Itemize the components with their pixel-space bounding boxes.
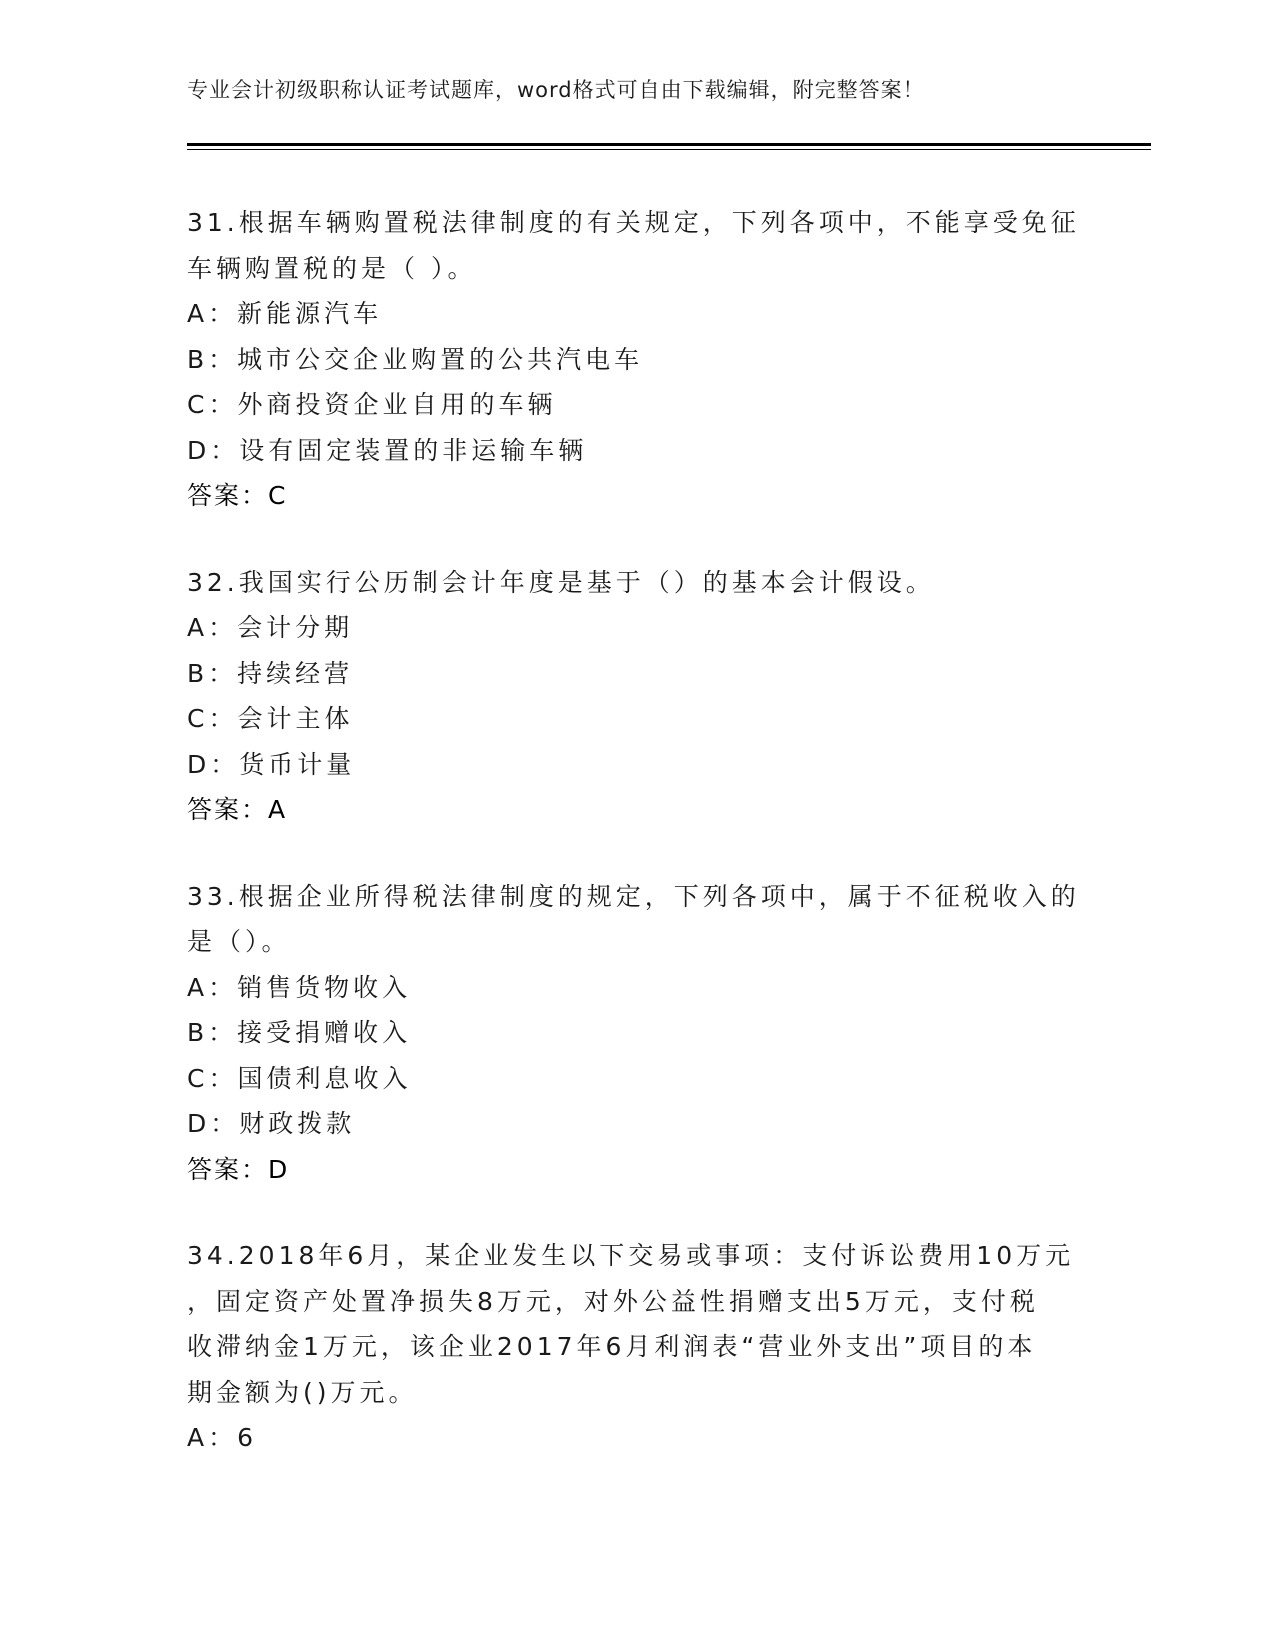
question-stem-line: 收滞纳金1万元，该企业2017年6月利润表“营业外支出”项目的本 bbox=[187, 1332, 1037, 1361]
option-b: B：城市公交企业购置的公共汽电车 bbox=[187, 344, 644, 374]
question-stem-line: 车辆购置税的是（ ）。 bbox=[187, 253, 477, 283]
option-c: C：会计主体 bbox=[187, 704, 354, 733]
page-header: 专业会计初级职称认证考试题库，word格式可自由下载编辑，附完整答案！ bbox=[187, 78, 925, 102]
question-list bbox=[187, 200, 1107, 1502]
option-d: D：设有固定装置的非运输车辆 bbox=[187, 435, 588, 465]
answer-line: 答案：C bbox=[187, 481, 288, 510]
option-c: C：外商投资企业自用的车辆 bbox=[187, 390, 557, 419]
question-stem-line: 期金额为()万元。 bbox=[187, 1377, 418, 1407]
option-d: D：货币计量 bbox=[187, 749, 356, 779]
option-d: D：财政拨款 bbox=[187, 1109, 356, 1138]
question-stem-line: 33.根据企业所得税法律制度的规定，下列各项中，属于不征税收入的 bbox=[187, 881, 1080, 911]
option-c: C：国债利息收入 bbox=[187, 1063, 412, 1093]
question-32 bbox=[187, 560, 1107, 833]
option-a: A：6 bbox=[187, 1423, 258, 1452]
header-divider-thin bbox=[187, 149, 1151, 150]
question-stem-line: ，固定资产处置净损失8万元，对外公益性捐赠支出5万元，支付税 bbox=[187, 1286, 1039, 1316]
question-stem-line: 是（）。 bbox=[187, 927, 291, 956]
option-a: A：会计分期 bbox=[187, 613, 354, 642]
question-34 bbox=[187, 1233, 1107, 1461]
question-stem-line: 31.根据车辆购置税法律制度的有关规定，下列各项中，不能享受免征 bbox=[187, 208, 1080, 237]
option-a: A：销售货物收入 bbox=[187, 972, 412, 1002]
answer-line: 答案：D bbox=[187, 1154, 290, 1184]
question-stem-line: 32.我国实行公历制会计年度是基于（）的基本会计假设。 bbox=[187, 567, 935, 597]
question-33 bbox=[187, 874, 1107, 1193]
answer-line: 答案：A bbox=[187, 795, 288, 824]
option-a: A：新能源汽车 bbox=[187, 299, 383, 328]
option-b: B：持续经营 bbox=[187, 658, 354, 688]
option-b: B：接受捐赠收入 bbox=[187, 1018, 412, 1047]
question-stem-line: 34.2018年6月，某企业发生以下交易或事项：支付诉讼费用10万元 bbox=[187, 1241, 1075, 1270]
question-31 bbox=[187, 200, 1107, 519]
header-divider-thick bbox=[187, 143, 1151, 146]
